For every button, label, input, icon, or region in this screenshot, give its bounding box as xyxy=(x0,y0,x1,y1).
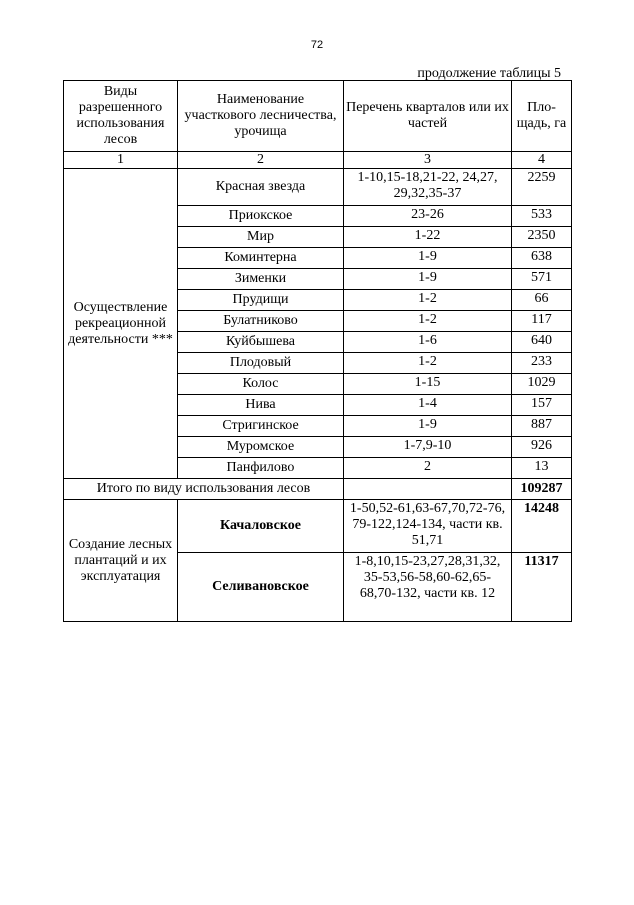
forestry-name: Муромское xyxy=(178,437,344,458)
table-continuation-label: продолжение таблицы 5 xyxy=(417,66,561,81)
area-value: 571 xyxy=(512,269,572,290)
header-quarters: Перечень кварталов или их частей xyxy=(344,81,512,152)
forestry-name: Стригинское xyxy=(178,416,344,437)
use-type-recreation: Осуществление рекреационной деятельности *** xyxy=(64,169,178,479)
area-value: 640 xyxy=(512,332,572,353)
total-label: Итого по виду использования лесов xyxy=(64,479,344,500)
area-value: 1029 xyxy=(512,374,572,395)
area-value: 233 xyxy=(512,353,572,374)
forestry-name: Мир xyxy=(178,227,344,248)
area-value: 66 xyxy=(512,290,572,311)
table-row xyxy=(64,169,572,206)
total-row xyxy=(64,479,572,500)
use-type-plantations: Создание лесных плантаций и их эксплуатация xyxy=(64,500,178,622)
forestry-name: Нива xyxy=(178,395,344,416)
table-header-row xyxy=(64,81,572,152)
quarters-list: 1-2 xyxy=(344,353,512,374)
forestry-name: Качаловское xyxy=(178,500,344,553)
column-number: 1 xyxy=(64,152,178,169)
column-number: 3 xyxy=(344,152,512,169)
column-number-row xyxy=(64,152,572,169)
quarters-list: 1-9 xyxy=(344,248,512,269)
area-value: 887 xyxy=(512,416,572,437)
area-value: 13 xyxy=(512,458,572,479)
quarters-list: 1-50,52-61,63-67,70,72-76, 79-122,124-134, части кв. 51,71 xyxy=(344,500,512,553)
area-value: 14248 xyxy=(512,500,572,553)
quarters-list: 2 xyxy=(344,458,512,479)
area-value: 638 xyxy=(512,248,572,269)
area-value: 11317 xyxy=(512,553,572,622)
area-value: 926 xyxy=(512,437,572,458)
forest-use-table xyxy=(63,80,572,622)
forestry-name: Куйбышева xyxy=(178,332,344,353)
forestry-name: Плодовый xyxy=(178,353,344,374)
quarters-list: 23-26 xyxy=(344,206,512,227)
total-area-value: 109287 xyxy=(512,479,572,500)
page-number: 72 xyxy=(310,39,324,51)
forestry-name: Красная звезда xyxy=(178,169,344,206)
forestry-name: Колос xyxy=(178,374,344,395)
quarters-list: 1-15 xyxy=(344,374,512,395)
area-value: 117 xyxy=(512,311,572,332)
quarters-list: 1-4 xyxy=(344,395,512,416)
quarters-list: 1-6 xyxy=(344,332,512,353)
area-value: 2259 xyxy=(512,169,572,206)
header-forestry-name: Наименование участкового лесничества, урочища xyxy=(178,81,344,152)
table-row xyxy=(64,500,572,553)
quarters-list: 1-2 xyxy=(344,290,512,311)
total-empty-cell xyxy=(344,479,512,500)
quarters-list: 1-2 xyxy=(344,311,512,332)
quarters-list: 1-22 xyxy=(344,227,512,248)
area-value: 533 xyxy=(512,206,572,227)
column-number: 4 xyxy=(512,152,572,169)
area-value: 2350 xyxy=(512,227,572,248)
forestry-name: Панфилово xyxy=(178,458,344,479)
forestry-name: Прудищи xyxy=(178,290,344,311)
forestry-name: Селивановское xyxy=(178,553,344,622)
header-use-type: Виды разрешенного использования лесов xyxy=(64,81,178,152)
quarters-list: 1-9 xyxy=(344,269,512,290)
quarters-list: 1-8,10,15-23,27,28,31,32, 35-53,56-58,60-62,65-68,70-132, части кв. 12 xyxy=(344,553,512,622)
quarters-list: 1-7,9-10 xyxy=(344,437,512,458)
quarters-list: 1-10,15-18,21-22, 24,27, 29,32,35-37 xyxy=(344,169,512,206)
header-area: Пло-щадь, га xyxy=(512,81,572,152)
forestry-name: Зименки xyxy=(178,269,344,290)
area-value: 157 xyxy=(512,395,572,416)
column-number: 2 xyxy=(178,152,344,169)
quarters-list: 1-9 xyxy=(344,416,512,437)
forestry-name: Булатниково xyxy=(178,311,344,332)
forestry-name: Приокское xyxy=(178,206,344,227)
forestry-name: Коминтерна xyxy=(178,248,344,269)
